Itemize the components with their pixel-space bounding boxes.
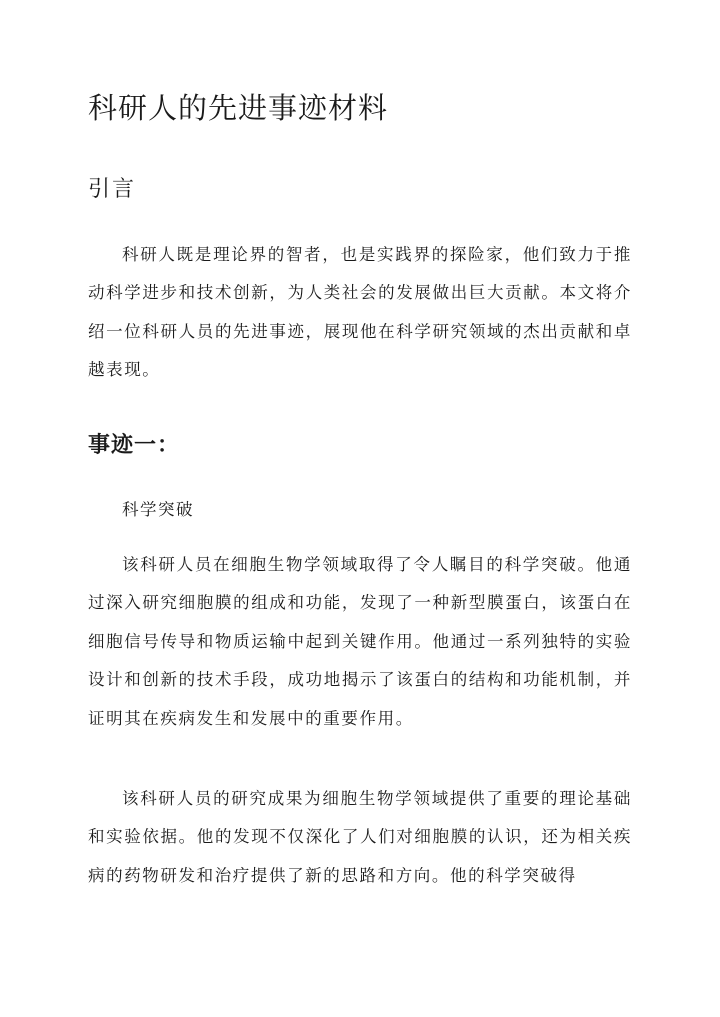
section-heading-introduction: 引言 [88,177,137,202]
story-one-paragraph-1: 该科研人员在细胞生物学领域取得了令人瞩目的科学突破。他通过深入研究细胞膜的组成和功能，发现了一种新型膜蛋白，该蛋白在细胞信号传导和物质运输中起到关键作用。他通过一系列独特的实验设计和创新的技术手段，成功地揭示了该蛋白的结构和功能机制，并证明其在疾病发生和发展中的重要作用。 [88,555,632,728]
story-one-paragraph-2: 该科研人员的研究成果为细胞生物学领域提供了重要的理论基础和实验依据。他的发现不仅深化了人们对细胞膜的认识，还为相关疾病的药物研发和治疗提供了新的思路和方向。他的科学突破得 [88,789,632,885]
story-one-subheading: 科学突破 [122,500,194,519]
section-heading-story-one: 事迹一： [88,432,181,458]
document-title: 科研人的先进事迹材料 [88,91,389,125]
introduction-paragraph: 科研人既是理论界的智者，也是实践界的探险家，他们致力于推动科学进步和技术创新，为人类社会的发展做出巨大贡献。本文将介绍一位科研人员的先进事迹，展现他在科学研究领域的杰出贡献和卓越表现。 [88,245,632,380]
